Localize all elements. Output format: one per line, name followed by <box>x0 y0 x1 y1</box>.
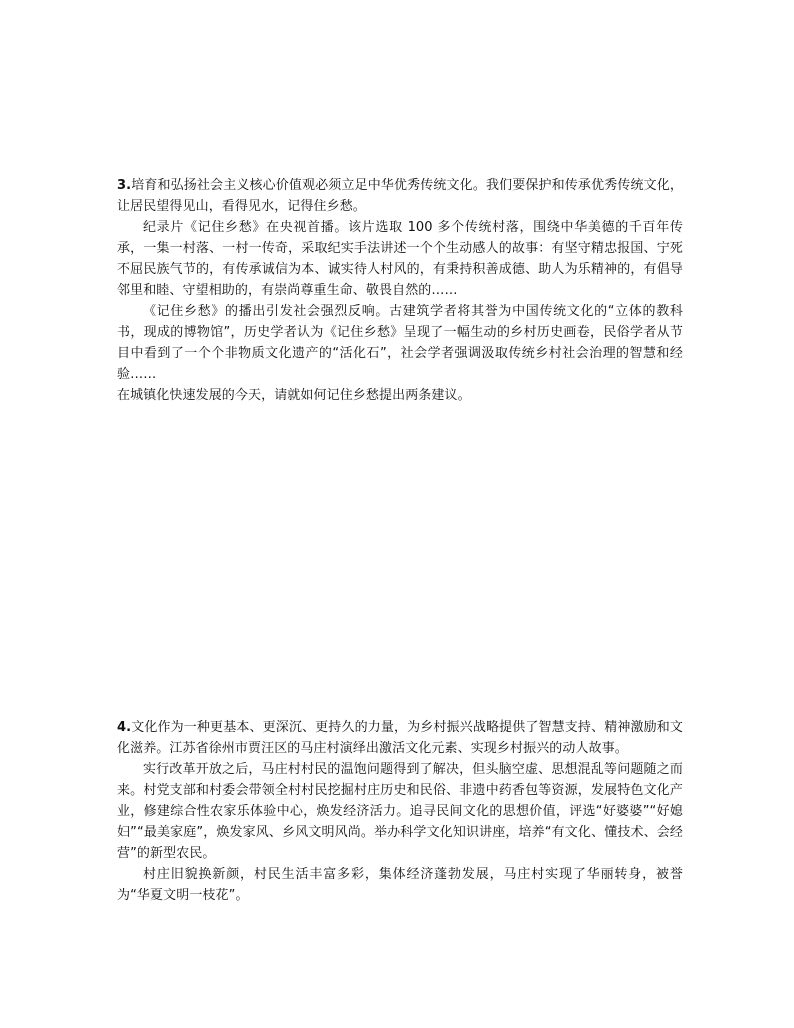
question-number: 3. <box>117 178 132 193</box>
intro-text: 文化作为一种更基本、更深沉、更持久的力量，为乡村振兴战略提供了智慧支持、精神激励和文化滋养。江苏省徐州市贾汪区的马庄村演绎出激活文化元素、实现乡村振兴的动人故事。 <box>117 720 683 756</box>
intro-text: 培育和弘扬社会主义核心价值观必须立足中华优秀传统文化。我们要保护和传承优秀传统文化，让居民望得见山，看得见水，记得住乡愁。 <box>117 178 683 214</box>
question-3-intro <box>117 175 683 217</box>
question-number: 4. <box>117 720 132 735</box>
question-4 <box>117 717 683 906</box>
material-paragraph-2: 《记住乡愁》的播出引发社会强烈反响。古建筑学者将其誉为中国传统文化的“立体的教科书，现成的博物馆”，历史学者认为《记住乡愁》呈现了一幅生动的乡村历史画卷，民俗学者从节目中看到了一个个非物质文化遗产的“活化石”，社会学者强调汲取传统乡村社会治理的智慧和经验…… <box>117 304 683 382</box>
question-4-intro <box>117 717 683 759</box>
question-prompt: 在城镇化快速发展的今天，请就如何记住乡愁提出两条建议。 <box>117 388 471 403</box>
material-paragraph-1: 纪录片《记住乡愁》在央视首播。该片选取 100 多个传统村落，围绕中华美德的千百年传承，一集一村落、一村一传奇，采取纪实手法讲述一个个生动感人的故事：有坚守精忠报国、宁死不屈民族气节的，有传承诚信为本、诚实待人村风的，有秉持积善成德、助人为乐精神的，有倡导邻里和睦、守望相助的，有崇尚尊重生命、敬畏自然的…… <box>117 220 683 298</box>
material-paragraph-1: 实行改革开放之后，马庄村村民的温饱问题得到了解决，但头脑空虚、思想混乱等问题随之而来。村党支部和村委会带领全村村民挖掘村庄历史和民俗、非遗中药香包等资源，发展特色文化产业，修建综合性农家乐体验中心，焕发经济活力。追寻民间文化的思想价值，评选“好婆婆”“好媳妇”“最美家庭”，焕发家风、乡风文明风尚。举办科学文化知识讲座，培养“有文化、懂技术、会经营”的新型农民。 <box>117 762 683 861</box>
question-3 <box>117 175 683 406</box>
material-paragraph-2: 村庄旧貌换新颜，村民生活丰富多彩，集体经济蓬勃发展，马庄村实现了华丽转身，被誉为“华夏文明一枝花”。 <box>117 867 683 903</box>
